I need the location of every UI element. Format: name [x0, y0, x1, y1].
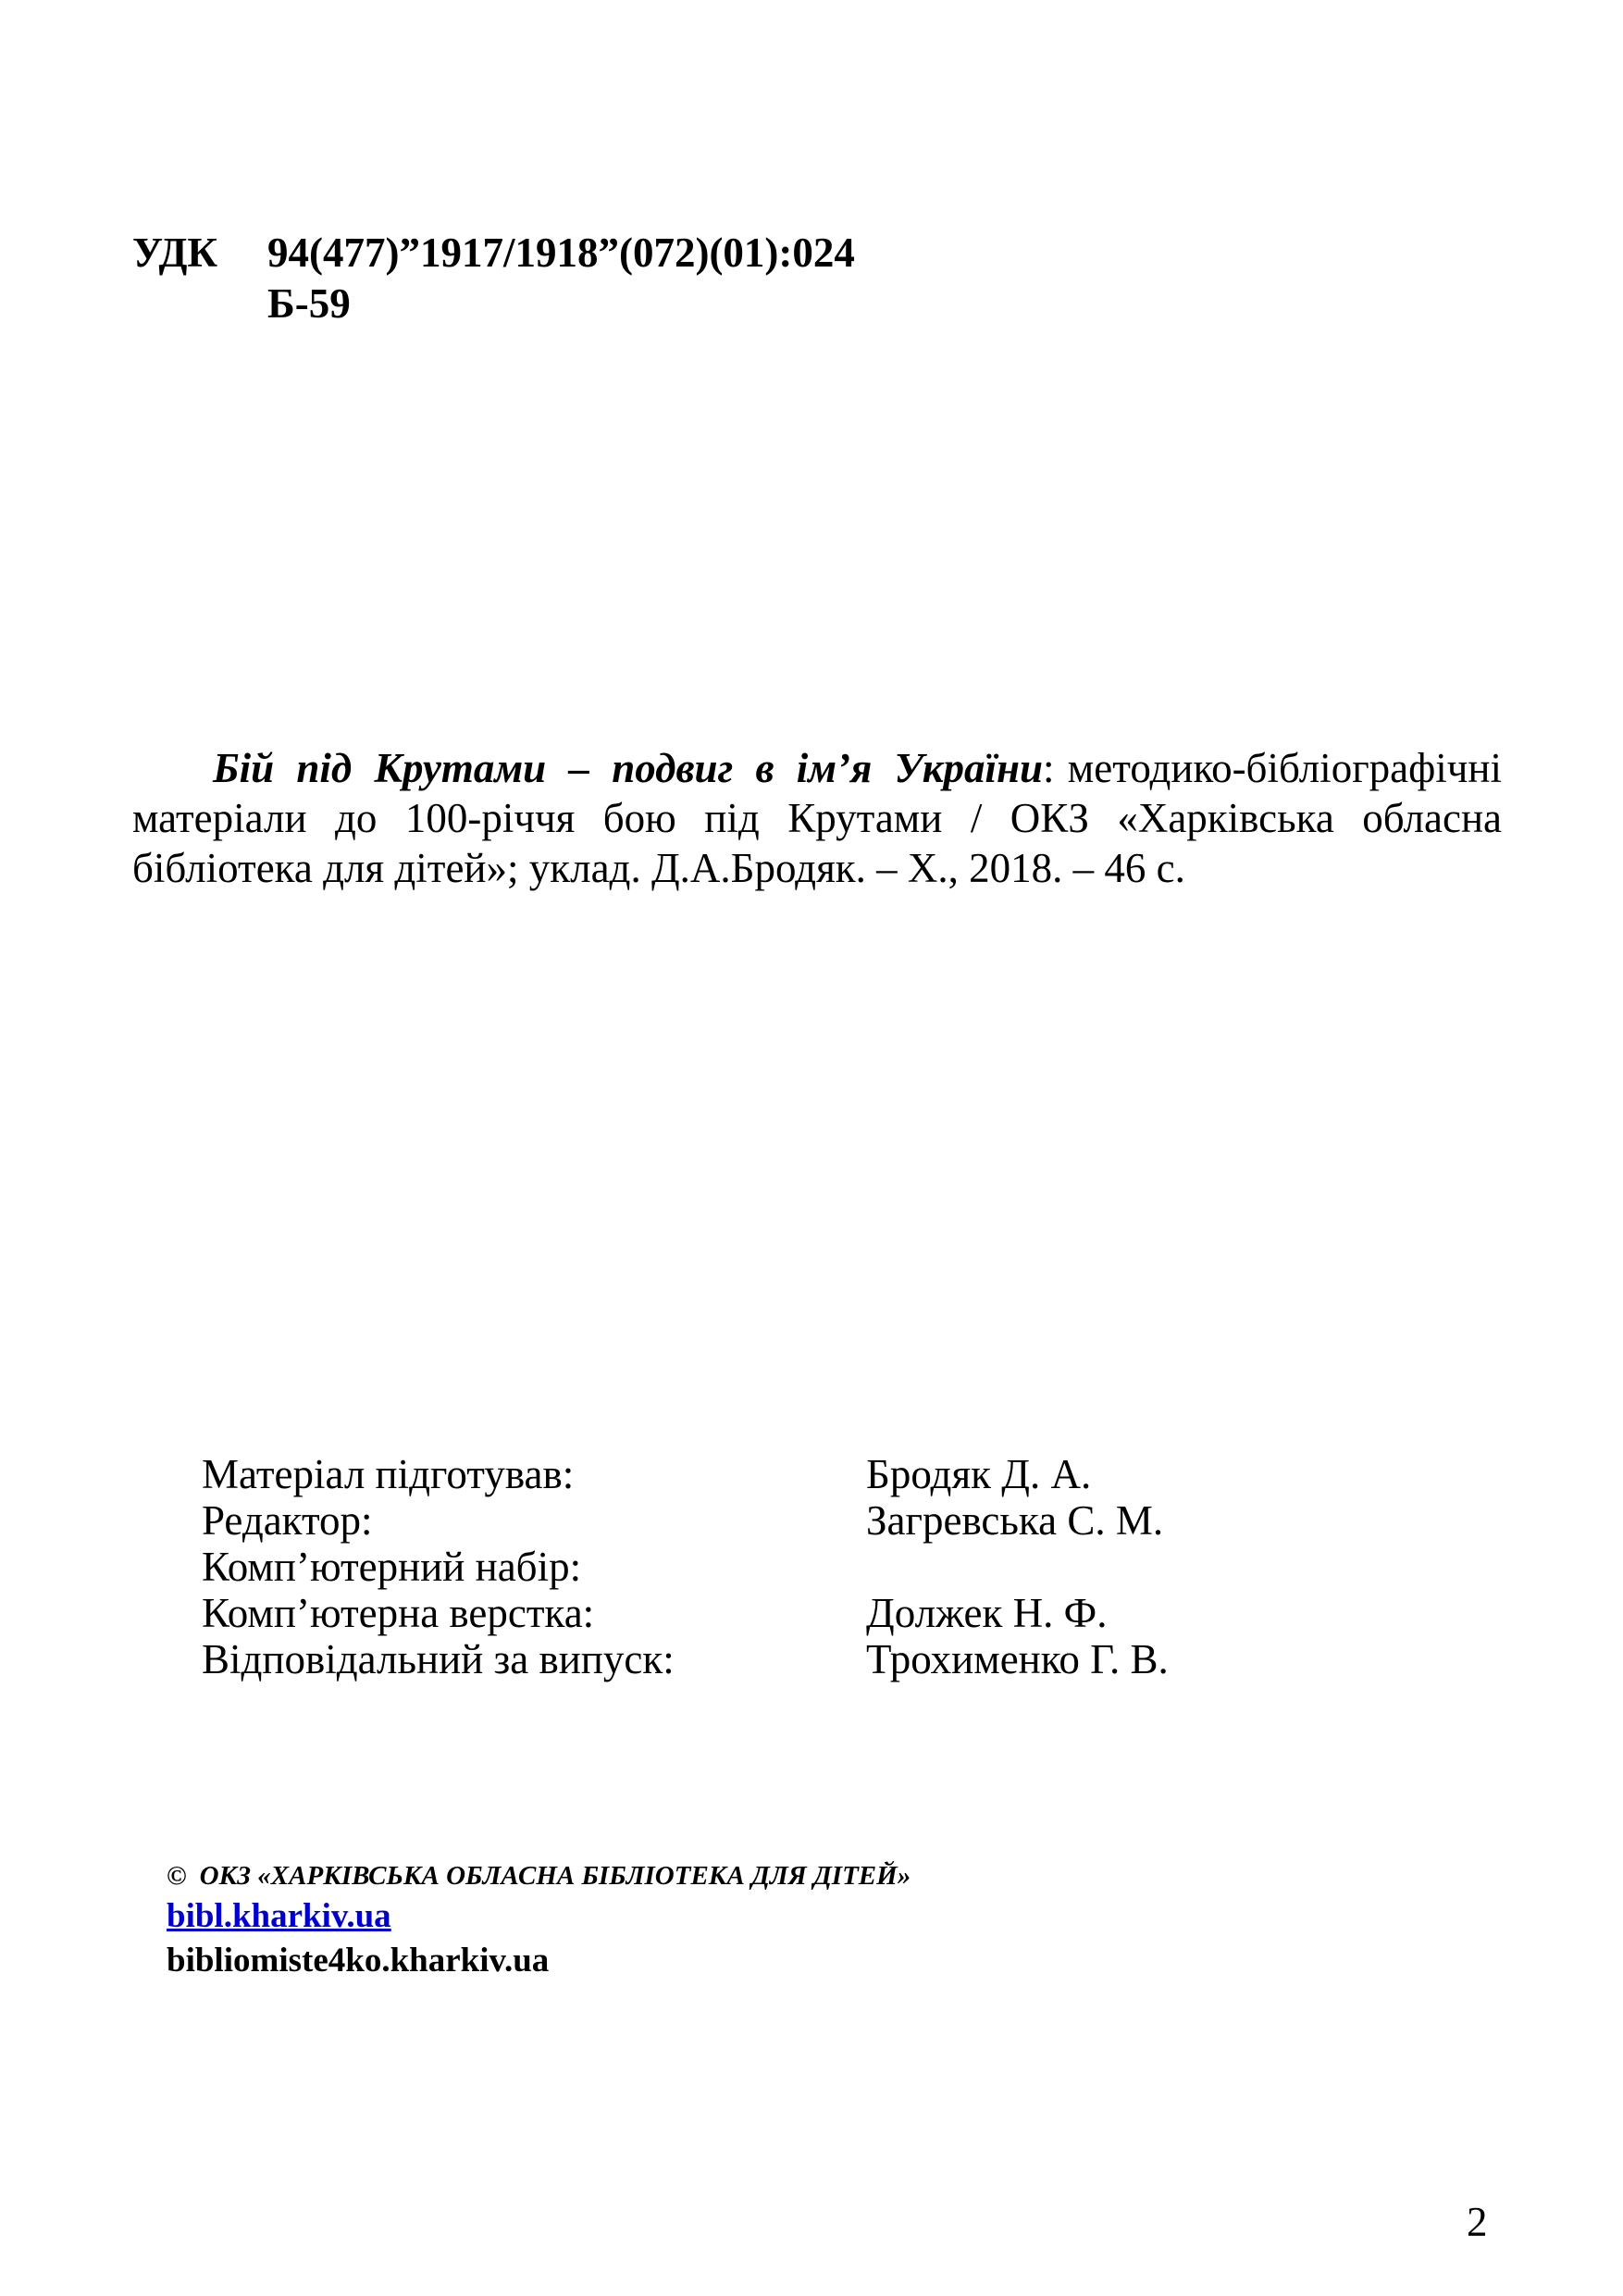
footer: [167, 1857, 911, 1983]
credit-role: Матеріал підготував:: [202, 1451, 575, 1497]
credit-row: [202, 1636, 1169, 1682]
publication-title: Бій під Крутами – подвиг в ім’я України: [213, 745, 1044, 791]
publication-details: : методико-бібліографічні матеріали до 100-річчя бою під Крутами / ОКЗ «Харківська обласна бібліотека для дітей»; уклад. Д.А.Бродяк. – Х., 2018. – 46 с.: [132, 745, 1502, 891]
credit-role: Редактор:: [202, 1497, 373, 1544]
credit-row: [202, 1497, 1169, 1544]
credit-row: [202, 1590, 1169, 1636]
credit-name: Должек Н. Ф.: [866, 1590, 1108, 1636]
udk-label: УДК: [132, 230, 218, 276]
bibliographic-description: [132, 743, 1502, 893]
credit-role: Відповідальний за випуск:: [202, 1636, 675, 1682]
credit-name: Трохименко Г. В.: [866, 1636, 1169, 1682]
copyright-text: ОКЗ «ХАРКІВСЬКА ОБЛАСНА БІБЛІОТЕКА ДЛЯ ДІТЕЙ»: [199, 1861, 911, 1891]
copyright-line: [167, 1857, 911, 1894]
credit-name: Загревська С. М.: [866, 1497, 1164, 1544]
udk-code: 94(477)”1917/1918”(072)(01):024: [267, 230, 855, 276]
website-text: bibliomiste4ko.kharkiv.ua: [167, 1942, 550, 1980]
udk-block: [132, 228, 855, 329]
copyright-symbol: ©: [167, 1861, 187, 1891]
credit-role: Комп’ютерна верстка:: [202, 1590, 595, 1636]
credit-row: [202, 1451, 1169, 1497]
credit-row: [202, 1544, 1169, 1590]
credits-list: [202, 1451, 1169, 1682]
udk-line: [132, 228, 855, 279]
website-link[interactable]: bibl.kharkiv.ua: [167, 1897, 391, 1935]
author-mark: Б-59: [267, 280, 351, 327]
credit-name: Бродяк Д. А.: [866, 1451, 1092, 1497]
credit-role: Комп’ютерний набір:: [202, 1544, 582, 1590]
page-number: 2: [1467, 2199, 1488, 2245]
